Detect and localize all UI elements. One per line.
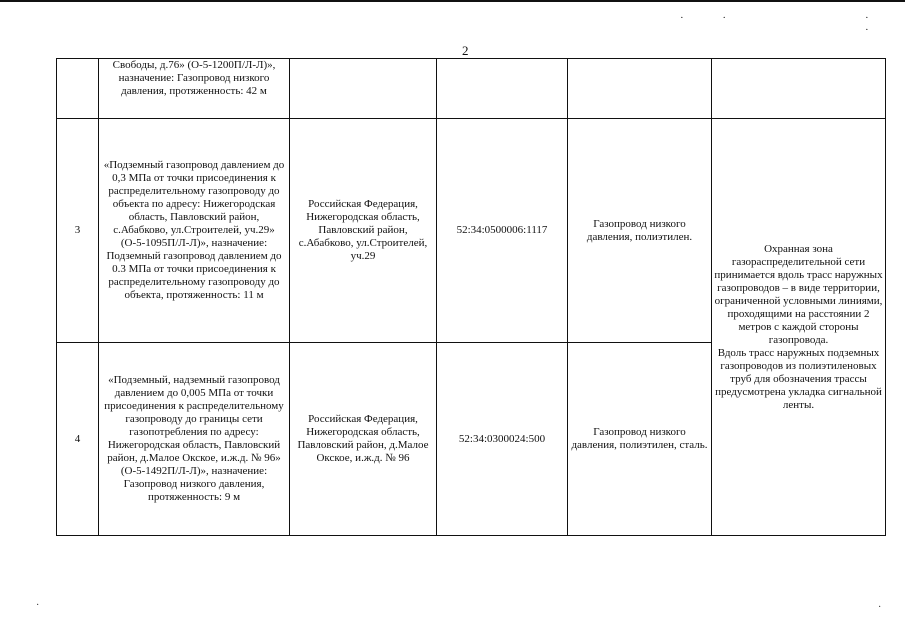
object-description-cell: «Подземный газопровод давлением до 0,3 МПа от точки присоединения к распределительному газопроводу до объекта по адресу: Нижегородская область, Павловский район, с.Абабково, ул.Строителей, уч.29» (О-5-1095П/Л-Л)», назначение: Подземный газопровод давлением до 0.3 МПа от точки присоединения к распределительному газопроводу до объекта, протяженность: 11 м — [99, 119, 290, 343]
page-number: 2 — [462, 43, 469, 58]
scan-artifact: · — [36, 600, 40, 611]
cadastral-number-cell — [437, 59, 568, 119]
top-border-line — [0, 0, 905, 2]
characteristics-cell — [568, 59, 712, 119]
characteristics-cell: Газопровод низкого давления, полиэтилен, сталь. — [568, 343, 712, 536]
table-row — [57, 119, 886, 343]
row-number-cell: 4 — [57, 343, 99, 536]
cadastral-number-cell: 52:34:0500006:1117 — [437, 119, 568, 343]
address-cell: Российская Федерация, Нижегородская область, Павловский район, с.Абабково, ул.Строителей, уч.29 — [290, 119, 437, 343]
row-number-cell — [57, 59, 99, 119]
protection-zone-cell: Охранная зона газораспределительной сети принимается вдоль трасс наружных газопроводов – в виде территории, ограниченной условными линиями, проходящими на расстоянии 2 метров с каждой стороны газопровода. Вдоль трасс наружных подземных газопроводов из полиэтиленовых труб для обозначения трассы предусмотрена укладка сигнальной ленты. — [712, 119, 886, 536]
scan-marks: · · — [680, 12, 745, 24]
restrictions-cell — [712, 59, 886, 119]
table-row — [57, 59, 886, 119]
object-description-cell: Свободы, д.76» (О-5-1200П/Л-Л)», назначение: Газопровод низкого давления, протяженность: 42 м — [99, 59, 290, 119]
address-cell: Российская Федерация, Нижегородская область, Павловский район, д.Малое Окское, и.ж.д. № 96 — [290, 343, 437, 536]
scan-marks-right: · · — [865, 12, 887, 36]
scan-artifact-right: · — [878, 602, 882, 613]
object-description-cell: «Подземный, надземный газопровод давлением до 0,005 МПа от точки присоединения к распределительному газопроводу до границы сети газопотребления по адресу: Нижегородская область, Павловский район, д.Малое Окское, и.ж.д. № 96» (О-5-1492П/Л-Л)», назначение: Газопровод низкого давления, протяженность: 9 м — [99, 343, 290, 536]
row-number-cell: 3 — [57, 119, 99, 343]
cadastral-number-cell: 52:34:0300024:500 — [437, 343, 568, 536]
address-cell — [290, 59, 437, 119]
characteristics-cell: Газопровод низкого давления, полиэтилен. — [568, 119, 712, 343]
land-plots-table — [56, 58, 886, 536]
